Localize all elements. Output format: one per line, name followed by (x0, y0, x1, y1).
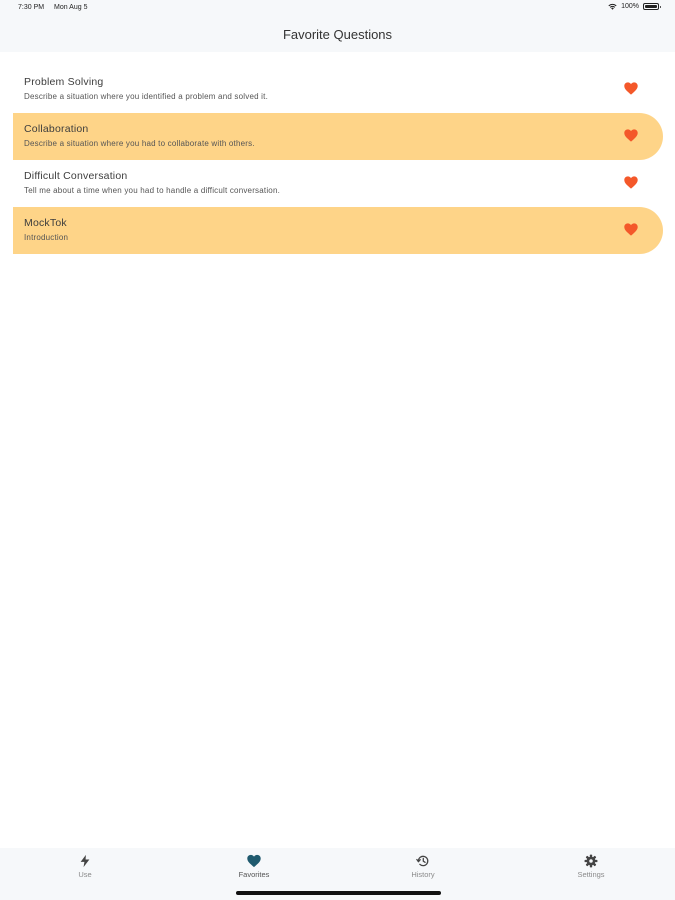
status-indicators (608, 3, 659, 10)
tab-history[interactable] (383, 854, 463, 884)
list-item[interactable] (13, 207, 663, 254)
question-title: Collaboration (24, 123, 89, 135)
list-item[interactable] (13, 113, 663, 160)
question-subtitle: Describe a situation where you identified a problem and solved it. (24, 92, 268, 101)
home-indicator[interactable] (236, 891, 441, 895)
question-subtitle: Introduction (24, 233, 69, 242)
gear-icon (584, 854, 598, 868)
heart-icon (247, 854, 261, 868)
heart-icon[interactable] (624, 129, 638, 142)
battery-icon (643, 3, 659, 10)
heart-icon[interactable] (624, 176, 638, 189)
status-date: Mon Aug 5 (54, 4, 88, 11)
wifi-icon (608, 3, 617, 10)
question-title: Problem Solving (24, 76, 104, 88)
tab-label: Settings (577, 870, 605, 879)
history-icon (416, 854, 430, 868)
tab-label: History (411, 870, 435, 879)
status-time: 7:30 PM (18, 4, 45, 11)
tab-settings[interactable] (551, 854, 631, 884)
list-item[interactable] (13, 160, 663, 207)
favorites-list (13, 66, 663, 254)
page-title: Favorite Questions (282, 27, 393, 42)
top-bar (0, 0, 675, 52)
bolt-icon (78, 854, 92, 868)
question-subtitle: Tell me about a time when you had to handle a difficult conversation. (24, 186, 281, 195)
list-item[interactable] (13, 66, 663, 113)
question-title: Difficult Conversation (24, 170, 128, 182)
battery-percent: 100% (621, 3, 639, 10)
heart-icon[interactable] (624, 223, 638, 236)
tab-label: Use (78, 870, 92, 879)
heart-icon[interactable] (624, 82, 638, 95)
question-title: MockTok (24, 217, 67, 229)
tab-favorites[interactable] (214, 854, 294, 884)
question-subtitle: Describe a situation where you had to collaborate with others. (24, 139, 255, 148)
tab-label: Favorites (238, 870, 270, 879)
tab-use[interactable] (45, 854, 125, 884)
status-bar (0, 0, 675, 16)
